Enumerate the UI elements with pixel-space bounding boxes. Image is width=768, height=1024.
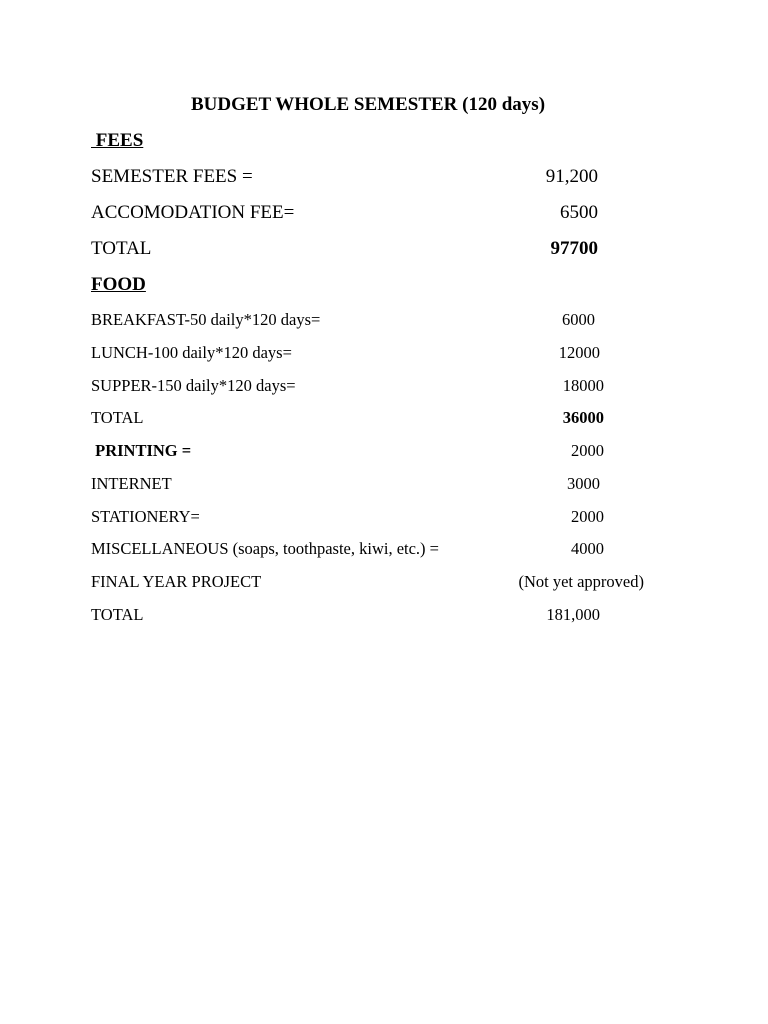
fees-heading: FEES: [91, 130, 144, 151]
grand-total-value: 181,000: [546, 605, 600, 624]
printing-row: [0, 440, 768, 464]
miscellaneous-value: 4000: [571, 539, 604, 558]
fees-total-row: [0, 237, 768, 261]
food-heading-row: [0, 273, 768, 297]
food-total-value: 36000: [562, 408, 604, 427]
stationery-value: 2000: [571, 507, 604, 526]
accomodation-fee-label: ACCOMODATION FEE=: [91, 202, 295, 223]
fees-total-label: TOTAL: [91, 238, 152, 259]
supper-label: SUPPER-150 daily*120 days=: [91, 376, 296, 395]
accomodation-fee-row: [0, 201, 768, 225]
miscellaneous-label: MISCELLANEOUS (soaps, toothpaste, kiwi, etc.) =: [91, 539, 439, 558]
semester-fees-value: 91,200: [545, 166, 598, 187]
breakfast-value: 6000: [562, 310, 595, 329]
fees-heading-row: [0, 129, 768, 153]
semester-fees-label: SEMESTER FEES =: [91, 166, 253, 187]
semester-fees-row: [0, 165, 768, 189]
grand-total-label: TOTAL: [91, 605, 144, 624]
internet-value: 3000: [567, 474, 600, 493]
lunch-label: LUNCH-100 daily*120 days=: [91, 343, 292, 362]
grand-total-row: [0, 604, 768, 628]
stationery-label: STATIONERY=: [91, 507, 200, 526]
supper-value: 18000: [562, 376, 604, 395]
printing-label: PRINTING =: [91, 441, 192, 460]
breakfast-row: [0, 309, 768, 333]
lunch-value: 12000: [558, 343, 600, 362]
breakfast-label: BREAKFAST-50 daily*120 days=: [91, 310, 321, 329]
stationery-row: [0, 506, 768, 530]
food-total-row: [0, 407, 768, 431]
lunch-row: [0, 342, 768, 366]
internet-row: [0, 473, 768, 497]
final-year-project-row: [0, 571, 768, 595]
supper-row: [0, 375, 768, 399]
final-year-project-value: (Not yet approved): [518, 572, 644, 591]
food-total-label: TOTAL: [91, 408, 144, 427]
fees-total-value: 97700: [550, 238, 598, 259]
document-title: BUDGET WHOLE SEMESTER (120 days): [190, 94, 546, 115]
food-heading: FOOD: [91, 274, 146, 295]
internet-label: INTERNET: [91, 474, 172, 493]
miscellaneous-row: [0, 538, 768, 562]
accomodation-fee-value: 6500: [560, 202, 598, 223]
printing-value: 2000: [571, 441, 604, 460]
final-year-project-label: FINAL YEAR PROJECT: [91, 572, 262, 591]
